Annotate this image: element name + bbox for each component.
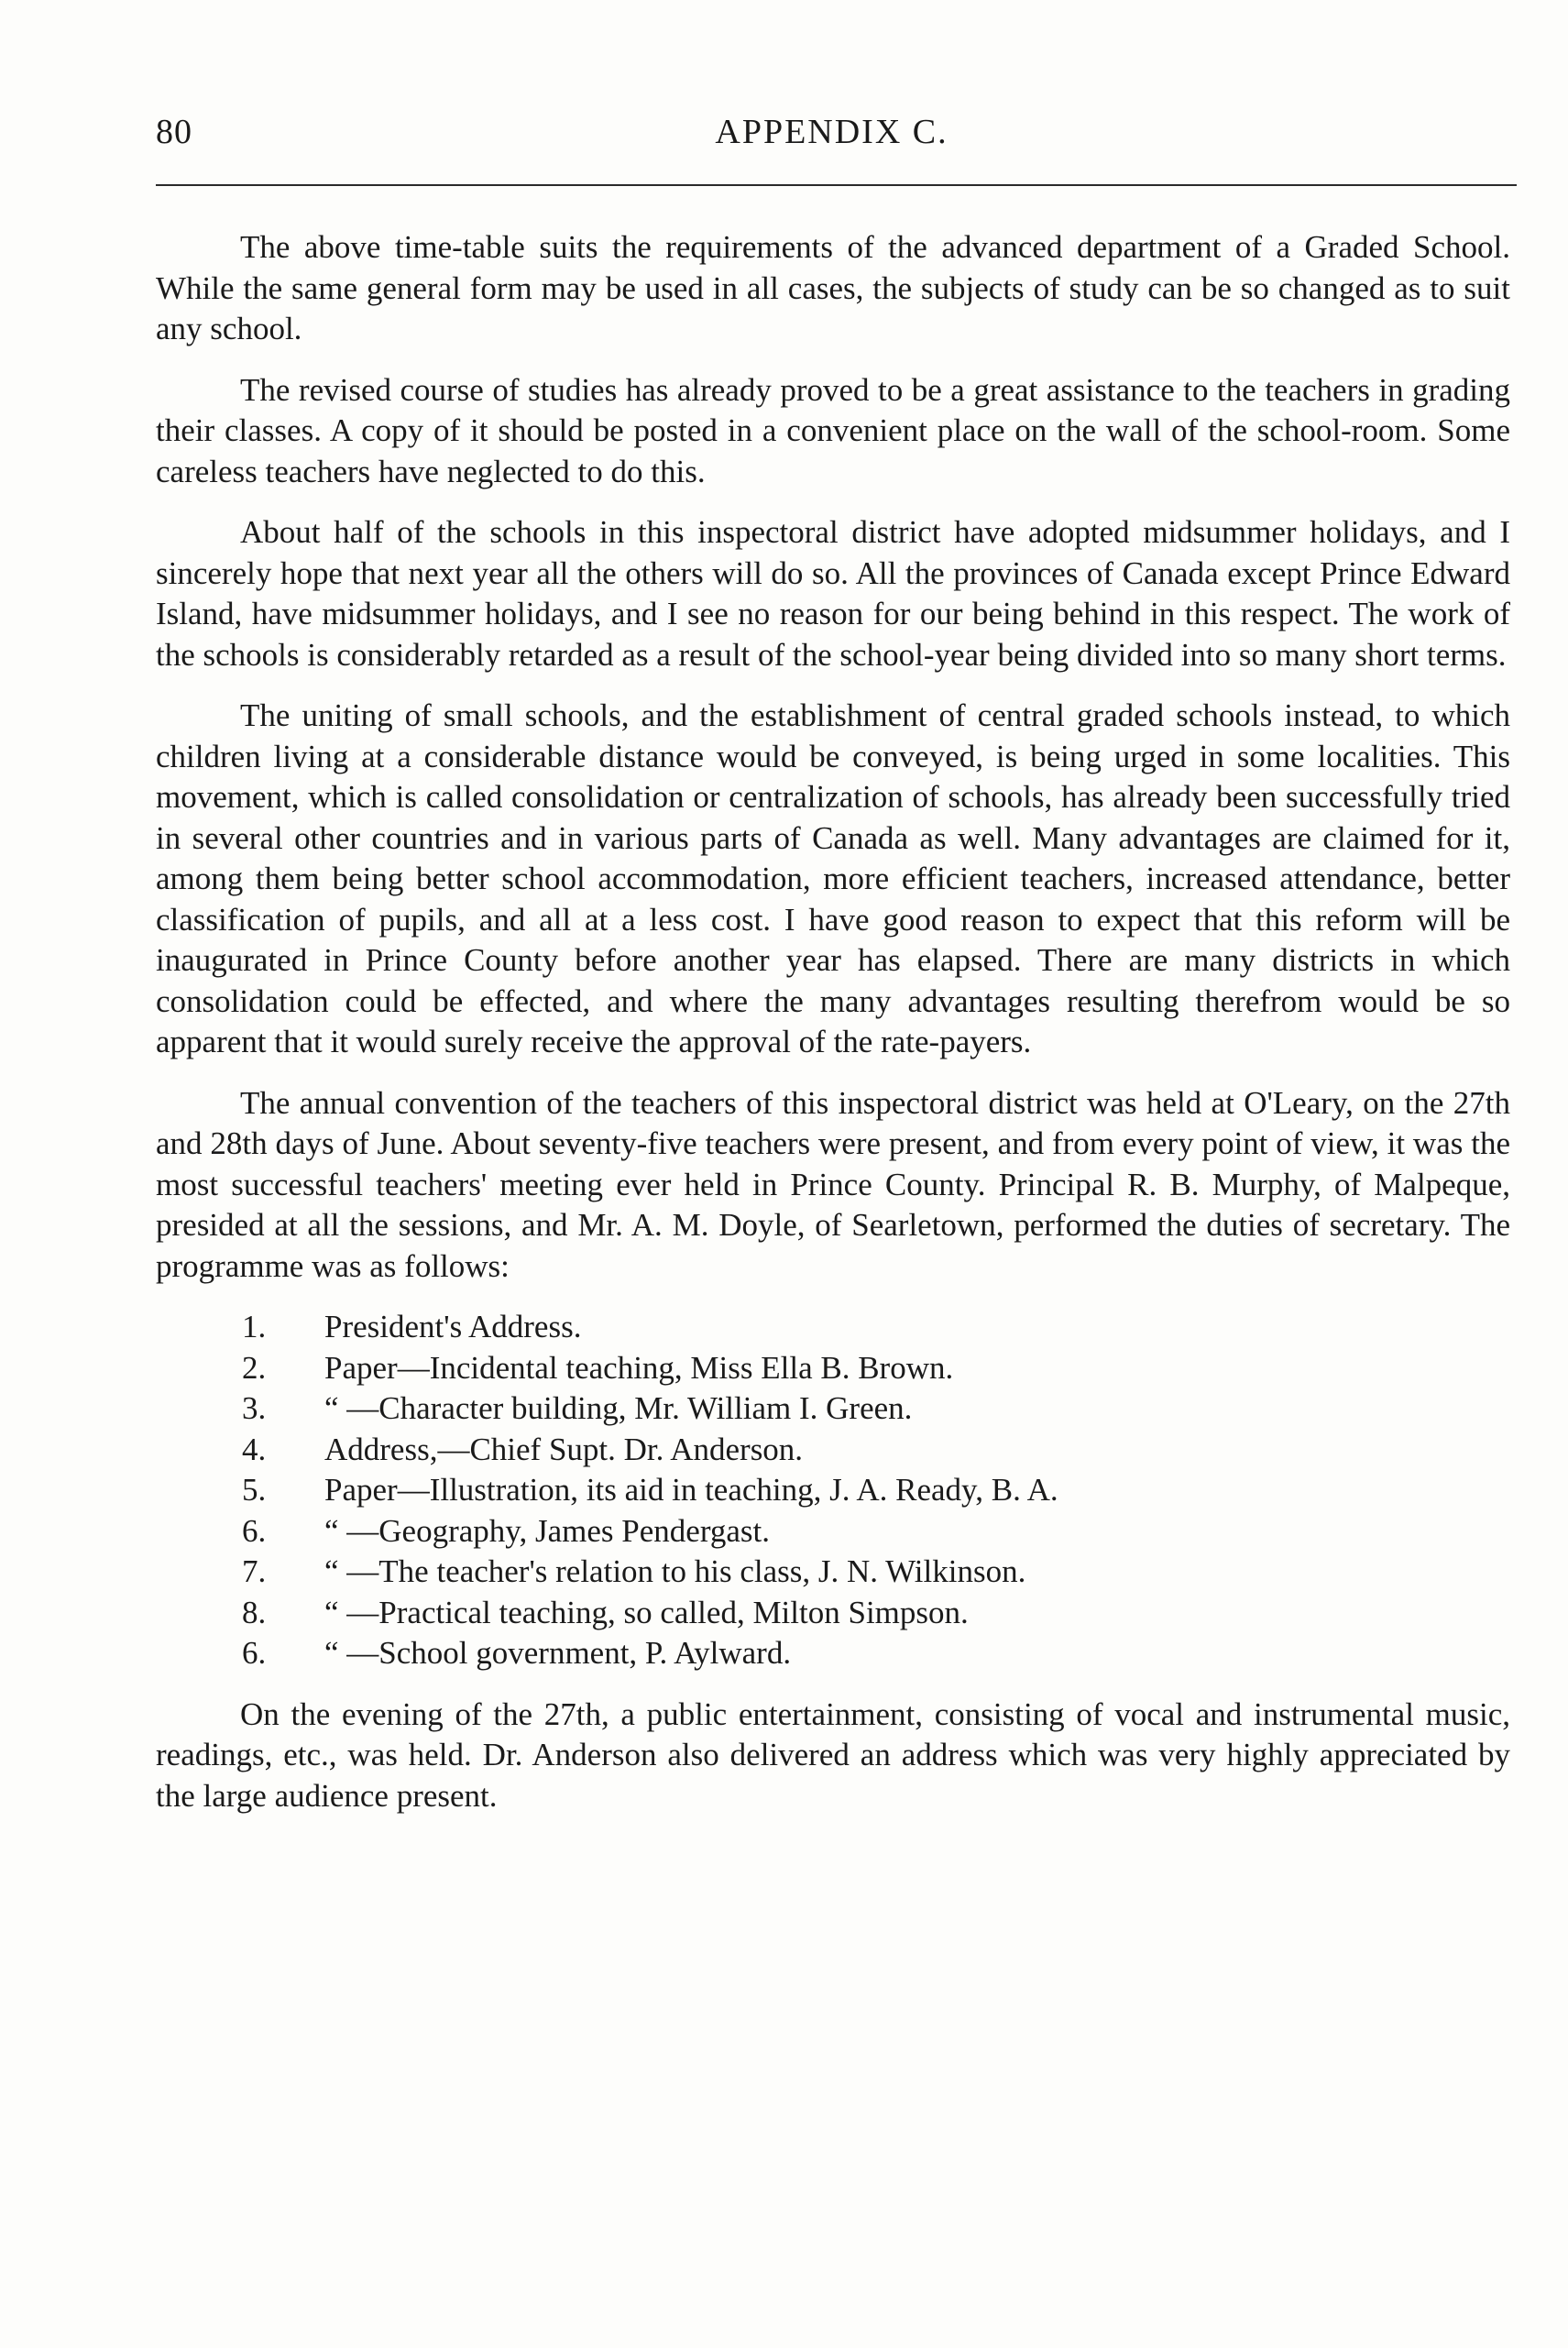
list-item-number: 7. — [242, 1553, 267, 1589]
paragraph-course-of-studies: The revised course of studies has already proved to be a great assistance to the teachers in grading their classes. A copy of it should be posted in a convenient place on the wall of the school-room. Some careless teachers have neglected to do this. — [156, 371, 1510, 489]
page-number: 80 — [156, 113, 192, 151]
list-item-number: 8. — [242, 1594, 267, 1630]
list-item-number: 6. — [242, 1512, 267, 1549]
paragraph-convention: The annual convention of the teachers of this inspectoral district was held at O'Leary, on the 27th and 28th days of June. About seventy-five teachers were present, and from every point of view, it was the most successful teachers' meeting ever held in Prince County. Principal R. B. Murphy, of Malpeque, presided at all the sessions, and Mr. A. M. Doyle, of Searletown, performed the duties of secretary. The programme was as follows: — [156, 1084, 1510, 1284]
list-item-text: Paper—Illustration, its aid in teaching, J. A. Ready, B. A. — [324, 1472, 1058, 1508]
header-rule — [156, 184, 1517, 186]
list-item — [156, 1430, 1510, 1471]
body-text — [156, 227, 1510, 1837]
programme-list — [156, 1307, 1510, 1674]
list-item — [156, 1511, 1510, 1553]
list-item — [156, 1470, 1510, 1511]
list-item — [156, 1307, 1510, 1348]
list-item — [156, 1633, 1510, 1674]
list-item-number: 3. — [242, 1390, 267, 1426]
paragraph-midsummer-holidays: About half of the schools in this inspectoral district have adopted midsummer holidays, and I sincerely hope that next year all the others will do so. All the provinces of Canada except Prince Edward Island, have midsummer holidays, and I see no reason for our being behind in this respect. The work of the schools is considerably retarded as a result of the school-year being divided into so many short terms. — [156, 514, 1510, 673]
list-item-text: Paper—Incidental teaching, Miss Ella B. Brown. — [324, 1349, 954, 1386]
paragraph-timetable: The above time-table suits the requirements of the advanced department of a Graded School. While the same general form may be used in all cases, the subjects of study can be so changed as to suit any school. — [156, 229, 1510, 346]
list-item-number: 2. — [242, 1349, 267, 1386]
list-item-text: Address,—Chief Supt. Dr. Anderson. — [324, 1431, 804, 1467]
list-item-number: 4. — [242, 1431, 267, 1467]
list-item-text: President's Address. — [324, 1309, 582, 1344]
list-item — [156, 1388, 1510, 1430]
list-item — [156, 1348, 1510, 1389]
list-item — [156, 1593, 1510, 1634]
paragraph-entertainment: On the evening of the 27th, a public entertainment, consisting of vocal and instrumental music, readings, etc., was held. Dr. Anderson also delivered an address which was very highly appreciated by the large audience present. — [156, 1695, 1510, 1814]
running-head — [156, 112, 1508, 163]
list-item-number: 6. — [242, 1635, 267, 1671]
list-item-number: 1. — [242, 1309, 267, 1344]
paragraph-consolidation: The uniting of small schools, and the establishment of central graded schools instead, to which children living at a considerable distance would be conveyed, is being urged in some localities. This movement, which is called consolidation or centralization of schools, has already been successfully tried in several other countries and in various parts of Canada as well. Many advantages are claimed for it, among them being better school accommodation, more efficient teachers, increased attendance, better classification of pupils, and all at a less cost. I have good reason to expect that this reform will be inaugurated in Prince County before another year has elapsed. There are many districts in which consolidation could be effected, and where the many advantages resulting therefrom would be so apparent that it would surely receive the approval of the rate-payers. — [156, 697, 1510, 1059]
running-title: APPENDIX C. — [715, 113, 948, 151]
list-item-text: “ —Practical teaching, so called, Milton Simpson. — [324, 1594, 969, 1630]
list-item — [156, 1552, 1510, 1593]
list-item-text: “ —Character building, Mr. William I. Green. — [324, 1390, 913, 1426]
list-item-text: “ —School government, P. Aylward. — [324, 1635, 792, 1671]
list-item-number: 5. — [242, 1472, 267, 1508]
list-item-text: “ —Geography, James Pendergast. — [324, 1512, 770, 1549]
list-item-text: “ —The teacher's relation to his class, J. N. Wilkinson. — [324, 1553, 1026, 1589]
